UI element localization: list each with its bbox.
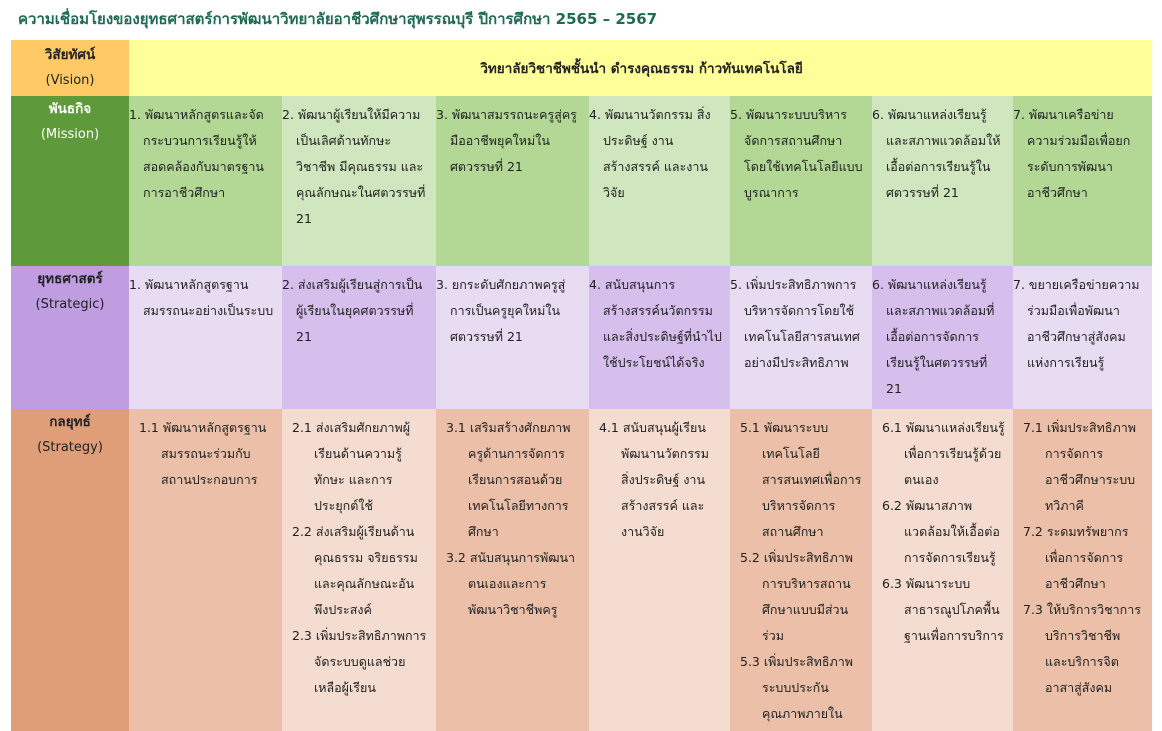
strategy-item: 4.1 สนับสนุนผู้เรียนพัฒนานวัตกรรม สิ่งประดิษฐ์ งานสร้างสรรค์ และงานวิจัย — [599, 420, 710, 539]
strategy-item: 6.3 พัฒนาระบบสาธารณูปโภคพื้นฐานเพื่อการบริการ — [882, 576, 1004, 643]
strategy-item: 7.2 ระดมทรัพยากรเพื่อการจัดการอาชีวศึกษา — [1023, 524, 1129, 591]
strategic-item: 2. ส่งเสริมผู้เรียนสู่การเป็นผู้เรียนในยุคศตวรรษที่ 21 — [282, 266, 436, 409]
vision-header — [11, 40, 129, 96]
mission-item: 5. พัฒนาระบบบริหารจัดการสถานศึกษาโดยใช้เทคโนโลยีแบบบูรณาการ — [730, 96, 872, 266]
strategy-cell — [589, 409, 730, 731]
mission-item: 3. พัฒนาสมรรถนะครูสู่ครูมืออาชีพยุคใหม่ในศตวรรษที่ 21 — [436, 96, 589, 266]
mission-row — [11, 96, 1152, 266]
strategy-header — [11, 409, 129, 731]
strategy-item: 3.1 เสริมสร้างศักยภาพครูด้านการจัดการเรียนการสอนด้วยเทคโนโลยีทางการศึกษา — [446, 420, 571, 539]
strategy-item: 5.1 พัฒนาระบบเทคโนโลยีสารสนเทศเพื่อการบริหารจัดการสถานศึกษา — [740, 420, 862, 539]
mission-item: 1. พัฒนาหลักสูตรและจัดกระบวนการเรียนรู้ให้สอดคล้องกับมาตรฐานการอาชีวศึกษา — [129, 96, 282, 266]
strategy-linkage-table — [11, 40, 1152, 731]
mission-item: 7. พัฒนาเครือข่ายความร่วมมือเพื่อยกระดับการพัฒนาอาชีวศึกษา — [1013, 96, 1152, 266]
strategy-item: 6.2 พัฒนาสภาพแวดล้อมให้เอื้อต่อการจัดการเรียนรู้ — [882, 498, 1000, 565]
strategy-item: 2.2 ส่งเสริมผู้เรียนด้านคุณธรรม จริยธรรม และคุณลักษณะอันพึงประสงค์ — [292, 524, 418, 617]
mission-item: 4. พัฒนานวัตกรรม สิ่งประดิษฐ์ งานสร้างสรรค์ และงานวิจัย — [589, 96, 730, 266]
strategic-item: 5. เพิ่มประสิทธิภาพการบริหารจัดการโดยใช้เทคโนโลยีสารสนเทศอย่างมีประสิทธิภาพ — [730, 266, 872, 409]
strategic-item: 3. ยกระดับศักยภาพครูสู่การเป็นครูยุคใหม่ในศตวรรษที่ 21 — [436, 266, 589, 409]
strategy-item: 6.1 พัฒนาแหล่งเรียนรู้เพื่อการเรียนรู้ด้วยตนเอง — [882, 420, 1005, 487]
strategic-item: 6. พัฒนาแหล่งเรียนรู้และสภาพแวดล้อมที่เอื้อต่อการจัดการเรียนรู้ในศตวรรษที่ 21 — [872, 266, 1013, 409]
vision-row — [11, 40, 1152, 96]
strategic-item: 1. พัฒนาหลักสูตรฐานสมรรถนะอย่างเป็นระบบ — [129, 266, 282, 409]
mission-label-en: (Mission) — [40, 127, 100, 142]
strategy-item: 7.1 เพิ่มประสิทธิภาพการจัดการอาชีวศึกษาระบบทวิภาคี — [1023, 420, 1136, 513]
strategy-item: 7.3 ให้บริการวิชาการ บริการวิชาชีพ และบริการจิตอาสาสู่สังคม — [1023, 602, 1141, 695]
mission-item: 6. พัฒนาแหล่งเรียนรู้และสภาพแวดล้อมให้เอื้อต่อการเรียนรู้ในศตวรรษที่ 21 — [872, 96, 1013, 266]
mission-item: 2. พัฒนาผู้เรียนให้มีความเป็นเลิศด้านทักษะวิชาชีพ มีคุณธรรม และคุณลักษณะในศตวรรษที่ 21 — [282, 96, 436, 266]
strategy-label-en: (Strategy) — [37, 440, 103, 455]
strategy-item: 1.1 พัฒนาหลักสูตรฐานสมรรถนะร่วมกับสถานประกอบการ — [139, 420, 267, 487]
strategic-header — [11, 266, 129, 409]
vision-label: วิสัยทัศน์ — [44, 47, 96, 63]
page-title: ความเชื่อมโยงของยุทธศาสตร์การพัฒนาวิทยาลัยอาชีวศึกษาสุพรรณบุรี ปีการศึกษา 2565 – 2567 — [18, 10, 658, 28]
strategy-cell — [282, 409, 436, 731]
strategy-cell — [436, 409, 589, 731]
strategic-label-en: (Strategic) — [35, 297, 105, 312]
strategy-cell — [129, 409, 282, 731]
strategic-row — [11, 266, 1152, 409]
mission-label: พันธกิจ — [48, 101, 92, 117]
strategy-item: 2.1 ส่งเสริมศักยภาพผู้เรียนด้านความรู้ ทักษะ และการประยุกต์ใช้ — [292, 420, 411, 513]
strategic-item: 4. สนับสนุนการสร้างสรรค์นวัตกรรมและสิ่งประดิษฐ์ที่นำไปใช้ประโยชน์ได้จริง — [589, 266, 730, 409]
strategy-item: 2.3 เพิ่มประสิทธิภาพการจัดระบบดูแลช่วยเหลือผู้เรียน — [292, 628, 427, 695]
strategy-cell — [1013, 409, 1152, 731]
strategy-item: 5.2 เพิ่มประสิทธิภาพการบริหารสถานศึกษาแบบมีส่วนร่วม — [740, 550, 853, 643]
strategic-item: 7. ขยายเครือข่ายความร่วมมือเพื่อพัฒนาอาชีวศึกษาสู่สังคมแห่งการเรียนรู้ — [1013, 266, 1152, 409]
mission-header — [11, 96, 129, 266]
strategy-cell — [872, 409, 1013, 731]
strategy-row — [11, 409, 1152, 731]
strategy-cell — [730, 409, 872, 731]
vision-label-en: (Vision) — [45, 73, 95, 88]
strategy-label: กลยุทธ์ — [49, 414, 91, 430]
strategic-label: ยุทธศาสตร์ — [37, 271, 103, 287]
strategy-item: 5.3 เพิ่มประสิทธิภาพระบบประกันคุณภาพภายใน — [740, 654, 853, 721]
strategy-item: 3.2 สนับสนุนการพัฒนาตนเองและการพัฒนาวิชาชีพครู — [446, 550, 576, 617]
vision-text: วิทยาลัยวิชาชีพชั้นนำ ดำรงคุณธรรม ก้าวทันเทคโนโลยี — [129, 40, 1152, 96]
